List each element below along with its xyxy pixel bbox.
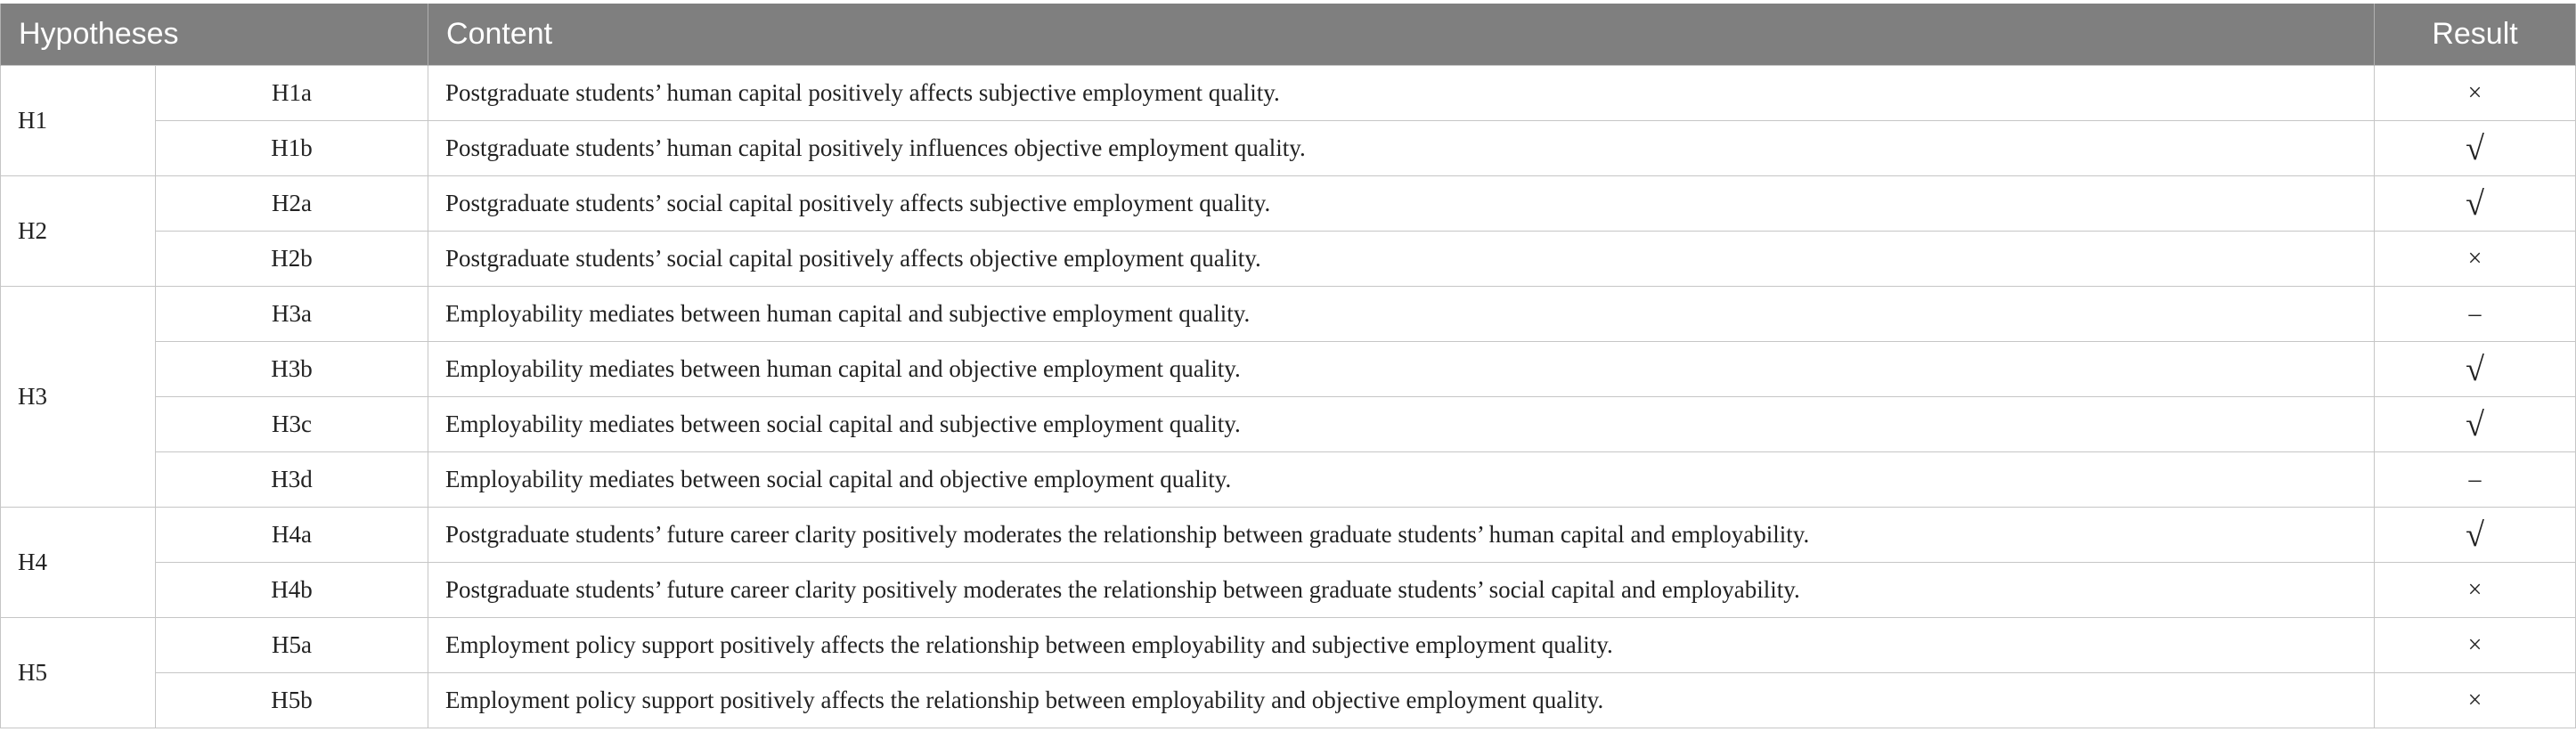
result-cell: ×	[2375, 563, 2576, 618]
content-cell: Employability mediates between human capital and subjective employment quality.	[428, 287, 2375, 342]
sub-hypothesis-cell: H1b	[156, 121, 428, 176]
content-cell: Postgraduate students’ human capital positively influences objective employment quality.	[428, 121, 2375, 176]
result-cell: √	[2375, 176, 2576, 232]
sub-hypothesis-cell: H3d	[156, 452, 428, 508]
sub-hypothesis-cell: H4a	[156, 508, 428, 563]
content-cell: Postgraduate students’ human capital positively affects subjective employment quality.	[428, 66, 2375, 121]
sub-hypothesis-cell: H2a	[156, 176, 428, 232]
table-header	[1, 4, 2576, 66]
table-row	[1, 287, 2576, 342]
content-cell: Employability mediates between social capital and subjective employment quality.	[428, 397, 2375, 452]
hypothesis-group-cell: H5	[1, 618, 156, 728]
result-cell: √	[2375, 342, 2576, 397]
sub-hypothesis-cell: H2b	[156, 232, 428, 287]
result-cell: –	[2375, 452, 2576, 508]
table-row	[1, 342, 2576, 397]
header-row	[1, 4, 2576, 66]
content-cell: Employment policy support positively affects the relationship between employability and objective employment quality.	[428, 673, 2375, 728]
result-cell: √	[2375, 397, 2576, 452]
header-content: Content	[428, 4, 2375, 66]
content-cell: Employment policy support positively affects the relationship between employability and subjective employment quality.	[428, 618, 2375, 673]
table-row	[1, 508, 2576, 563]
table-row	[1, 673, 2576, 728]
table-row	[1, 176, 2576, 232]
sub-hypothesis-cell: H5a	[156, 618, 428, 673]
hypothesis-group-cell: H2	[1, 176, 156, 287]
sub-hypothesis-cell: H3c	[156, 397, 428, 452]
table-body	[1, 66, 2576, 728]
hypothesis-group-cell: H3	[1, 287, 156, 508]
content-cell: Postgraduate students’ future career clarity positively moderates the relationship between graduate students’ human capital and employability.	[428, 508, 2375, 563]
hypothesis-group-cell: H4	[1, 508, 156, 618]
sub-hypothesis-cell: H4b	[156, 563, 428, 618]
result-cell: ×	[2375, 618, 2576, 673]
table-row	[1, 452, 2576, 508]
header-hypotheses: Hypotheses	[1, 4, 428, 66]
result-cell: √	[2375, 508, 2576, 563]
hypotheses-table	[0, 4, 2576, 728]
content-cell: Postgraduate students’ social capital positively affects subjective employment quality.	[428, 176, 2375, 232]
result-cell: ×	[2375, 232, 2576, 287]
content-cell: Employability mediates between human capital and objective employment quality.	[428, 342, 2375, 397]
content-cell: Postgraduate students’ social capital positively affects objective employment quality.	[428, 232, 2375, 287]
table-row	[1, 121, 2576, 176]
hypotheses-table-container	[0, 4, 2575, 728]
table-row	[1, 66, 2576, 121]
sub-hypothesis-cell: H3a	[156, 287, 428, 342]
table-row	[1, 563, 2576, 618]
result-cell: ×	[2375, 66, 2576, 121]
result-cell: ×	[2375, 673, 2576, 728]
result-cell: –	[2375, 287, 2576, 342]
sub-hypothesis-cell: H3b	[156, 342, 428, 397]
table-row	[1, 232, 2576, 287]
sub-hypothesis-cell: H5b	[156, 673, 428, 728]
content-cell: Employability mediates between social capital and objective employment quality.	[428, 452, 2375, 508]
sub-hypothesis-cell: H1a	[156, 66, 428, 121]
table-row	[1, 618, 2576, 673]
result-cell: √	[2375, 121, 2576, 176]
header-result: Result	[2375, 4, 2576, 66]
hypothesis-group-cell: H1	[1, 66, 156, 176]
table-row	[1, 397, 2576, 452]
content-cell: Postgraduate students’ future career clarity positively moderates the relationship between graduate students’ social capital and employability.	[428, 563, 2375, 618]
